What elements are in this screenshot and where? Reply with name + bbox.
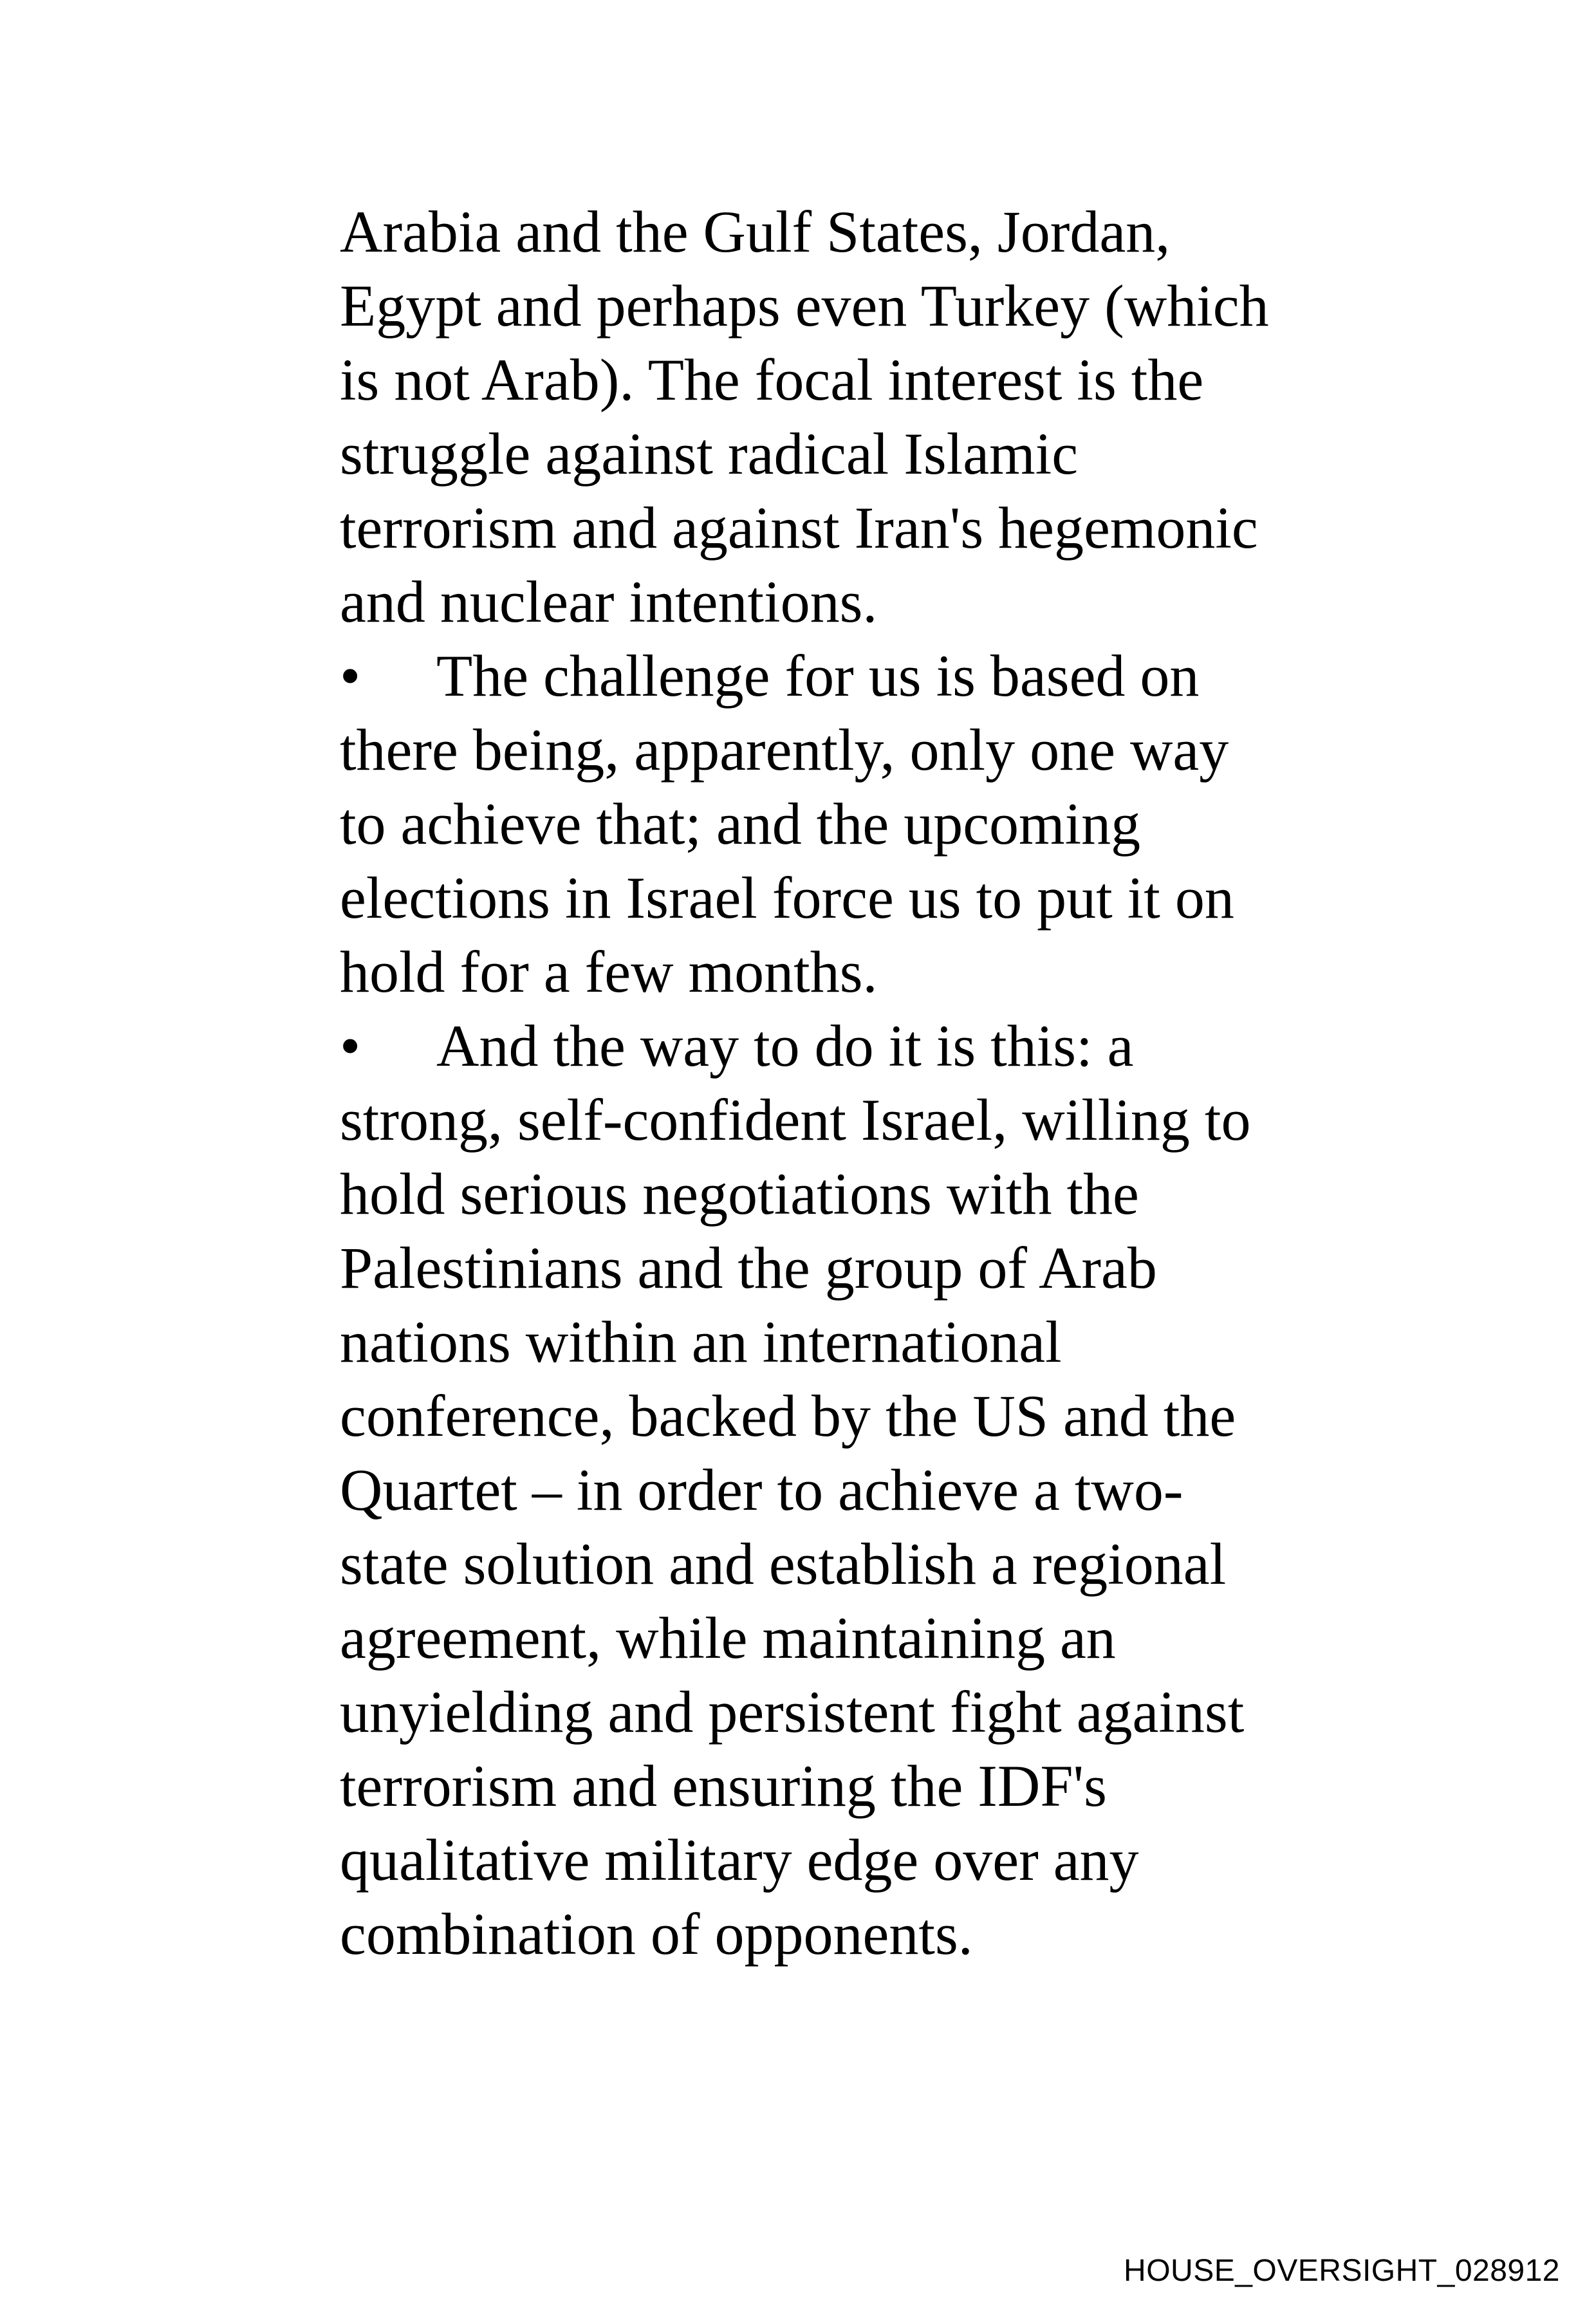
bullet-item-1 xyxy=(340,639,1382,1009)
text-line: nations within an international xyxy=(340,1309,1062,1375)
text-line: Quartet – in order to achieve a two- xyxy=(340,1457,1183,1523)
text-line: struggle against radical Islamic xyxy=(340,421,1079,487)
text-line: Palestinians and the group of Arab xyxy=(340,1235,1157,1301)
document-body xyxy=(340,195,1382,1971)
bullet-first-line xyxy=(340,1009,1382,1083)
text-line: combination of opponents. xyxy=(340,1901,973,1967)
bullet-icon: • xyxy=(340,643,361,709)
bullet-icon: • xyxy=(340,1013,361,1079)
text-line: agreement, while maintaining an xyxy=(340,1605,1116,1671)
text-line: terrorism and against Iran's hegemonic xyxy=(340,495,1258,561)
bates-number: HOUSE_OVERSIGHT_028912 xyxy=(1124,2254,1560,2288)
text-line: strong, self-confident Israel, willing to xyxy=(340,1087,1251,1153)
text-line: unyielding and persistent fight against xyxy=(340,1679,1245,1745)
text-line: and nuclear intentions. xyxy=(340,569,878,635)
text-line: elections in Israel force us to put it on xyxy=(340,865,1234,931)
text-line: Egypt and perhaps even Turkey (which xyxy=(340,273,1269,339)
text-line: The challenge for us is based on xyxy=(436,643,1200,709)
text-line: terrorism and ensuring the IDF's xyxy=(340,1753,1107,1819)
text-line: Arabia and the Gulf States, Jordan, xyxy=(340,199,1171,265)
text-line: is not Arab). The focal interest is the xyxy=(340,347,1204,413)
text-line: hold serious negotiations with the xyxy=(340,1161,1139,1227)
text-line: conference, backed by the US and the xyxy=(340,1383,1236,1449)
text-line: state solution and establish a regional xyxy=(340,1531,1227,1597)
text-line: to achieve that; and the upcoming xyxy=(340,791,1141,857)
bullet-first-line xyxy=(340,639,1382,713)
text-line: there being, apparently, only one way xyxy=(340,717,1229,783)
text-line: qualitative military edge over any xyxy=(340,1827,1139,1893)
text-line: And the way to do it is this: a xyxy=(436,1013,1134,1079)
bullet-item-2 xyxy=(340,1009,1382,1971)
intro-paragraph xyxy=(340,195,1382,639)
text-line: hold for a few months. xyxy=(340,939,878,1005)
